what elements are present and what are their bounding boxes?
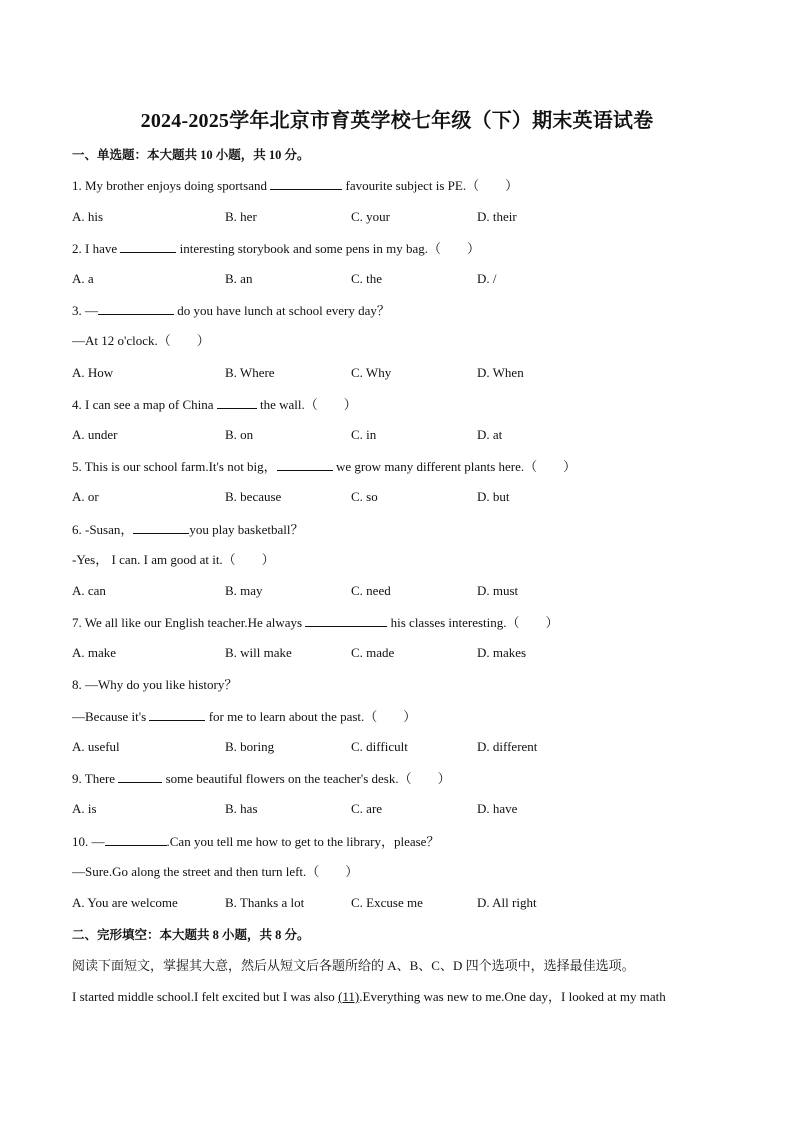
question-3: 3. — do you have lunch at school every day？ (72, 303, 390, 318)
option-b: B. her (225, 209, 257, 224)
cloze-instruction: 阅读下面短文，掌握其大意，然后从短文后各题所给的 A、B、C、D 四个选项中，选择最佳选项。 (72, 958, 635, 973)
option-d: D. must (477, 583, 519, 598)
answer-blank (149, 707, 205, 721)
answer-blank (120, 239, 176, 253)
option-a: A. You are welcome (72, 895, 178, 910)
cloze-passage: I started middle school.I felt excited but I was also (11).Everything was new to me.One day，I looked at my math (72, 989, 666, 1004)
option-a: A. or (72, 489, 99, 504)
question-6: 6. -Susan， you play basketball？ (72, 522, 304, 537)
option-c: C. your (351, 209, 390, 224)
question-4: 4. I can see a map of China the wall.（ ） (72, 397, 357, 412)
answer-blank (118, 769, 162, 783)
option-b: B. has (225, 801, 258, 816)
question-10: 10. — .Can you tell me how to get to the library，please？ (72, 834, 440, 849)
option-a: A. can (72, 583, 106, 598)
question-1: 1. My brother enjoys doing sportsand favourite subject is PE.（ ） (72, 178, 519, 193)
option-d: D. different (477, 739, 538, 754)
option-d: D. When (477, 365, 524, 380)
option-b: B. an (225, 271, 253, 286)
option-b: B. on (225, 427, 254, 442)
option-d: D. at (477, 427, 503, 442)
option-d: D. their (477, 209, 517, 224)
option-d: D. / (477, 271, 497, 286)
option-d: D. but (477, 489, 510, 504)
question-8: 8. —Why do you like history？ (72, 677, 238, 692)
option-b: B. will make (225, 645, 292, 660)
option-c: C. are (351, 801, 383, 816)
option-a: A. his (72, 209, 104, 224)
question-2: 2. I have interesting storybook and some pens in my bag.（ ） (72, 241, 481, 256)
answer-blank (217, 395, 257, 409)
cloze-blank-11: (11) (338, 989, 360, 1004)
answer-blank (105, 832, 167, 846)
option-b: B. Thanks a lot (225, 895, 305, 910)
option-c: C. in (351, 427, 377, 442)
question-10-reply: —Sure.Go along the street and then turn left.（ ） (72, 864, 359, 879)
option-c: C. Excuse me (351, 895, 423, 910)
question-7: 7. We all like our English teacher.He always his classes interesting.（ ） (72, 615, 559, 630)
option-d: D. All right (477, 895, 537, 910)
option-b: B. because (225, 489, 282, 504)
answer-blank (305, 613, 387, 627)
question-3-reply: —At 12 o'clock.（ ） (72, 333, 210, 348)
option-a: A. is (72, 801, 97, 816)
option-a: A. How (72, 365, 114, 380)
option-a: A. useful (72, 739, 120, 754)
section-1-heading: 一、单选题：本大题共 10 小题，共 10 分。 (72, 148, 310, 162)
option-a: A. under (72, 427, 118, 442)
section-2-heading: 二、完形填空：本大题共 8 小题，共 8 分。 (72, 928, 310, 942)
option-c: C. made (351, 645, 395, 660)
option-d: D. makes (477, 645, 527, 660)
option-b: B. may (225, 583, 263, 598)
option-d: D. have (477, 801, 518, 816)
question-8-reply: —Because it's for me to learn about the past.（ ） (72, 709, 417, 724)
option-a: A. make (72, 645, 117, 660)
answer-blank (98, 301, 174, 315)
exam-title: 2024-2025学年北京市育英学校七年级（下）期末英语试卷 (140, 110, 654, 132)
question-9: 9. There some beautiful flowers on the teacher's desk.（ ） (72, 771, 451, 786)
answer-blank (133, 520, 189, 534)
option-b: B. boring (225, 739, 275, 754)
question-5: 5. This is our school farm.It's not big， we grow many different plants here.（ ） (72, 459, 577, 474)
option-c: C. Why (351, 365, 392, 380)
option-c: C. need (351, 583, 391, 598)
question-6-reply: -Yes， I can. I am good at it.（ ） (72, 552, 275, 567)
option-c: C. the (351, 271, 383, 286)
option-a: A. a (72, 271, 94, 286)
option-b: B. Where (225, 365, 275, 380)
option-c: C. difficult (351, 739, 408, 754)
answer-blank (270, 176, 342, 190)
option-c: C. so (351, 489, 378, 504)
answer-blank (277, 457, 333, 471)
